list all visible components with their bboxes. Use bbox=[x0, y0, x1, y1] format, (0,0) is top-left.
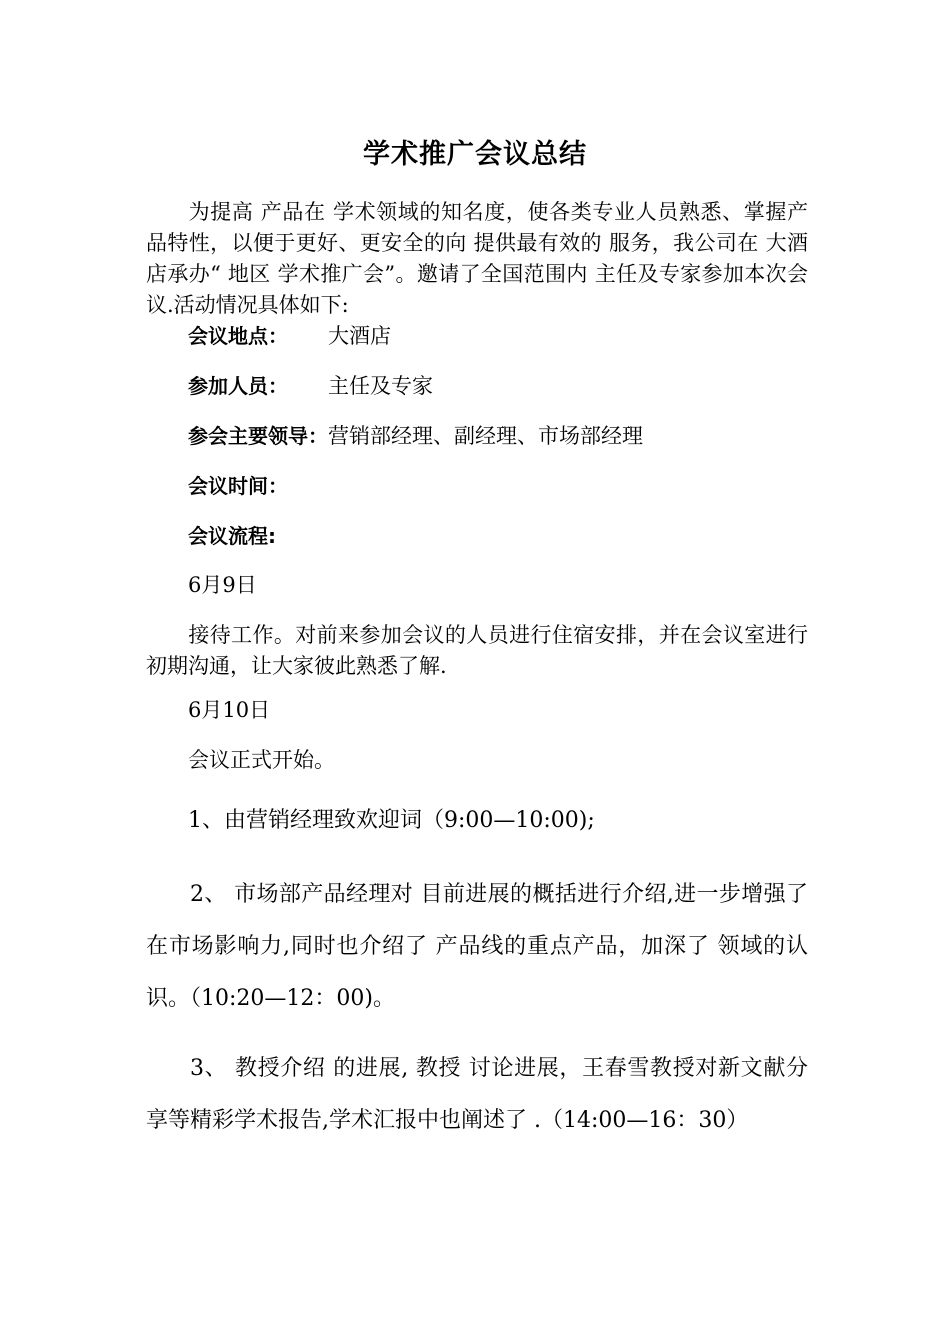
day1-date: 6月9日 bbox=[188, 573, 257, 597]
agenda-item-3 bbox=[146, 1043, 808, 1147]
field-location bbox=[188, 321, 391, 351]
field-agenda bbox=[188, 521, 276, 551]
field-label: 会议时间： bbox=[188, 474, 288, 498]
field-label: 会议流程: bbox=[188, 524, 276, 548]
day1-text: 接待工作。对前来参加会议的人员进行住宿安排，并在会议室进行初期沟通，让大家彼此熟悉了解. bbox=[146, 623, 808, 678]
field-value: 大酒店 bbox=[328, 324, 391, 348]
agenda-item-3-text: 3、 教授介绍 的进展, 教授 讨论进展，王春雪教授对新文献分享等精彩学术报告,学术汇报中也阐述了 .（14:00—16：30） bbox=[146, 1056, 808, 1133]
document-title: 学术推广会议总结 bbox=[363, 139, 587, 170]
field-leaders bbox=[188, 421, 643, 451]
day2-date: 6月10日 bbox=[188, 698, 271, 722]
field-value: 营销部经理、副经理、市场部经理 bbox=[328, 424, 643, 448]
agenda-item-2-text: 2、 市场部产品经理对 目前进展的概括进行介绍,进一步增强了 在市场影响力,同时也介绍了 产品线的重点产品，加深了 领域的认识。（10:20—12：00)。 bbox=[146, 882, 808, 1011]
field-attendees bbox=[188, 371, 433, 401]
day1-paragraph bbox=[146, 620, 808, 682]
field-time bbox=[188, 471, 288, 501]
day2-intro: 会议正式开始。 bbox=[188, 748, 335, 772]
field-value: 主任及专家 bbox=[328, 374, 433, 398]
field-label: 参加人员： bbox=[188, 374, 288, 398]
agenda-item-2 bbox=[146, 869, 808, 1025]
intro-paragraph bbox=[146, 197, 808, 321]
field-label: 会议地点： bbox=[188, 324, 288, 348]
agenda-item-1: 1、由营销经理致欢迎词（9:00—10:00); bbox=[188, 808, 595, 833]
field-label: 参会主要领导： bbox=[188, 424, 328, 448]
intro-text: 为提高 产品在 学术领域的知名度，使各类专业人员熟悉、掌握产品特性，以便于更好、更安全的向 提供最有效的 服务，我公司在 大酒店承办“ 地区 学术推广会”。邀请了全国范围内 主任及专家参加本次会议.活动情况具体如下: bbox=[146, 200, 808, 317]
